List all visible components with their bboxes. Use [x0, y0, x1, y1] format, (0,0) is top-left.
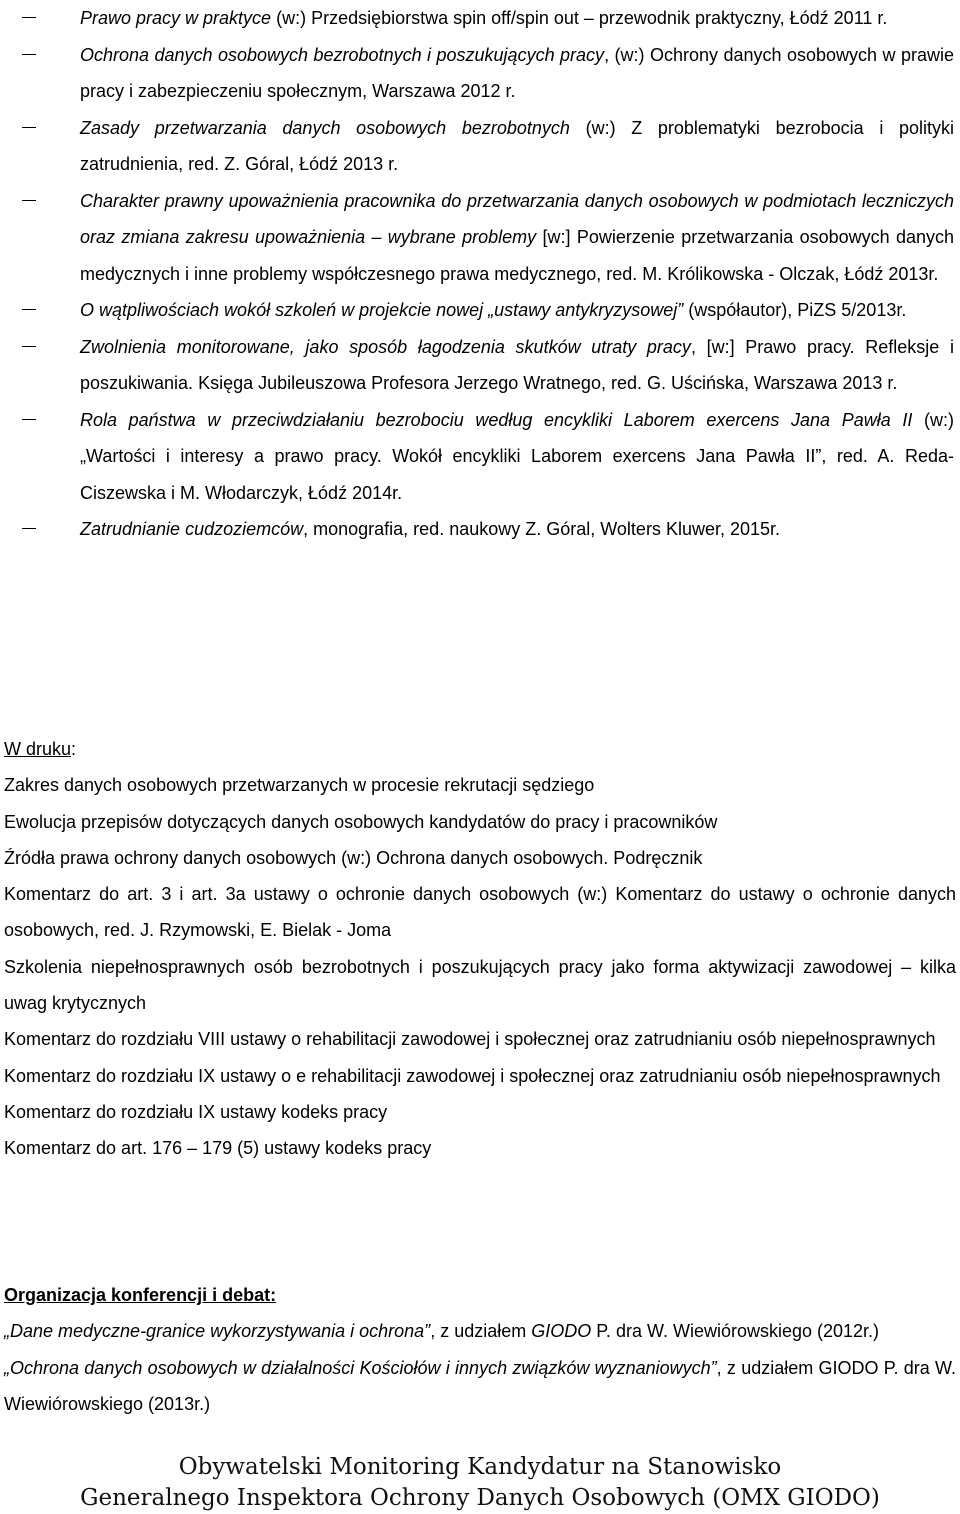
text-segment: (współautor), PiZS 5/2013r.	[683, 300, 907, 320]
publication-list	[0, 0, 958, 548]
in-print-item: Komentarz do rozdziału IX ustawy o e rehabilitacji zawodowej i społecznej oraz zatrudnianiu osób niepełnosprawnych	[4, 1065, 941, 1086]
italic-text: Zwolnienia monitorowane, jako sposób łagodzenia skutków utraty pracy	[80, 336, 691, 357]
in-print-item: Komentarz do art. 176 – 179 (5) ustawy kodeks pracy	[4, 1138, 432, 1159]
publication-item	[0, 110, 958, 183]
italic-text: Prawo pracy w praktyce	[80, 8, 272, 28]
dash-bullet-icon	[22, 528, 36, 529]
text-segment: , (w:) Ochrony danych osobowych w prawie pracy i zabezpieczeniu społecznym, Warszawa 2012 r.	[80, 44, 954, 101]
text-segment: , z udziałem	[430, 1321, 532, 1342]
italic-text: O wątpliwościach wokół szkoleń w projekcie nowej „ustawy antykryzysowej”	[80, 300, 684, 320]
dash-bullet-icon	[22, 419, 36, 420]
conferences-section	[4, 1277, 956, 1422]
italic-text: Ochrona danych osobowych bezrobotnych i poszukujących pracy	[80, 44, 605, 65]
conference-item	[4, 1313, 956, 1349]
publication-item	[0, 183, 958, 293]
publication-item	[0, 37, 958, 110]
dash-bullet-icon	[22, 127, 36, 128]
in-print-item: Komentarz do rozdziału VIII ustawy o rehabilitacji zawodowej i społecznej oraz zatrudnianiu osób niepełnosprawnych	[4, 1029, 936, 1050]
italic-text: „Ochrona danych osobowych w działalności Kościołów i innych związków wyznaniowych”	[4, 1357, 717, 1378]
text-segment: (w:) Przedsiębiorstwa spin off/spin out – przewodnik praktyczny, Łódź 2011 r.	[271, 8, 888, 28]
conferences-list	[4, 1313, 956, 1422]
in-print-heading: W druku	[4, 739, 72, 759]
italic-text: Charakter prawny upoważnienia pracownika do przetwarzania danych osobowych w podmiotach leczniczych oraz zmiana zakresu upoważnienia – wybrane problemy	[80, 190, 954, 247]
in-print-item: Zakres danych osobowych przetwarzanych w procesie rekrutacji sędziego	[4, 775, 595, 796]
dash-bullet-icon	[22, 200, 36, 201]
italic-text: GIODO	[531, 1321, 592, 1342]
in-print-heading-line	[4, 731, 956, 767]
dash-bullet-icon	[22, 54, 36, 55]
footer-line-1: Obywatelski Monitoring Kandydatur na Stanowisko	[178, 1454, 782, 1480]
footer	[0, 1452, 960, 1514]
italic-text: Rola państwa w przeciwdziałaniu bezrobociu według encykliki Laborem exercens Jana Pawła II	[80, 409, 913, 430]
in-print-list	[4, 767, 956, 1166]
dash-bullet-icon	[22, 346, 36, 347]
text-segment: (w:) Z problematyki bezrobocia i polityki zatrudnienia, red. Z. Góral, Łódź 2013 r.	[80, 117, 954, 174]
italic-text: Zatrudnianie cudzoziemców	[80, 519, 304, 539]
text-segment: , [w:] Prawo pracy. Refleksje i poszukiwania. Księga Jubileuszowa Profesora Jerzego Wratnego, red. G. Uścińska, Warszawa 2013 r.	[80, 336, 954, 393]
text-segment: , z udziałem GIODO P. dra W. Wiewiórowskiego (2013r.)	[4, 1357, 956, 1414]
in-print-section	[4, 731, 956, 1167]
in-print-item: Szkolenia niepełnosprawnych osób bezrobotnych i poszukujących pracy jako forma aktywizacji zawodowej – kilka uwag krytycznych	[4, 956, 956, 1014]
in-print-item: Komentarz do art. 3 i art. 3a ustawy o ochronie danych osobowych (w:) Komentarz do ustawy o ochronie danych osobowych, red. J. Rzymowski, E. Bielak - Joma	[4, 884, 956, 941]
dash-bullet-icon	[22, 17, 36, 18]
publication-item	[0, 511, 958, 548]
in-print-item: Komentarz do rozdziału IX ustawy kodeks pracy	[4, 1101, 388, 1122]
text-segment: , monografia, red. naukowy Z. Góral, Wolters Kluwer, 2015r.	[303, 519, 781, 539]
publication-item	[0, 0, 958, 37]
text-segment: (w:) „Wartości i interesy a prawo pracy. Wokół encykliki Laborem exercens Jana Pawła II”, red. A. Reda-Ciszewska i M. Włodarczyk, Łódź 2014r.	[80, 409, 954, 503]
in-print-item: Ewolucja przepisów dotyczących danych osobowych kandydatów do pracy i pracowników	[4, 811, 718, 832]
in-print-heading-suffix: :	[71, 739, 77, 759]
publication-item	[0, 292, 958, 329]
conferences-heading-line	[4, 1277, 956, 1313]
in-print-item: Źródła prawa ochrony danych osobowych (w:) Ochrona danych osobowych. Podręcznik	[4, 847, 703, 868]
text-segment: P. dra W. Wiewiórowskiego (2012r.)	[591, 1321, 880, 1342]
text-segment: [w:] Powierzenie przetwarzania osobowych danych medycznych i inne problemy współczesnego prawa medycznego, red. M. Królikowska - Olczak, Łódź 2013r.	[80, 227, 954, 284]
dash-bullet-icon	[22, 309, 36, 310]
conferences-heading: Organizacja konferencji i debat:	[4, 1285, 277, 1305]
publication-item	[0, 402, 958, 512]
footer-line-2: Generalnego Inspektora Ochrony Danych Osobowych (OMX GIODO)	[80, 1485, 880, 1511]
italic-text: Zasady przetwarzania danych osobowych bezrobotnych	[80, 117, 570, 138]
conference-item	[4, 1350, 956, 1423]
italic-text: „Dane medyczne-granice wykorzystywania i ochrona”	[4, 1321, 431, 1342]
publication-item	[0, 329, 958, 402]
